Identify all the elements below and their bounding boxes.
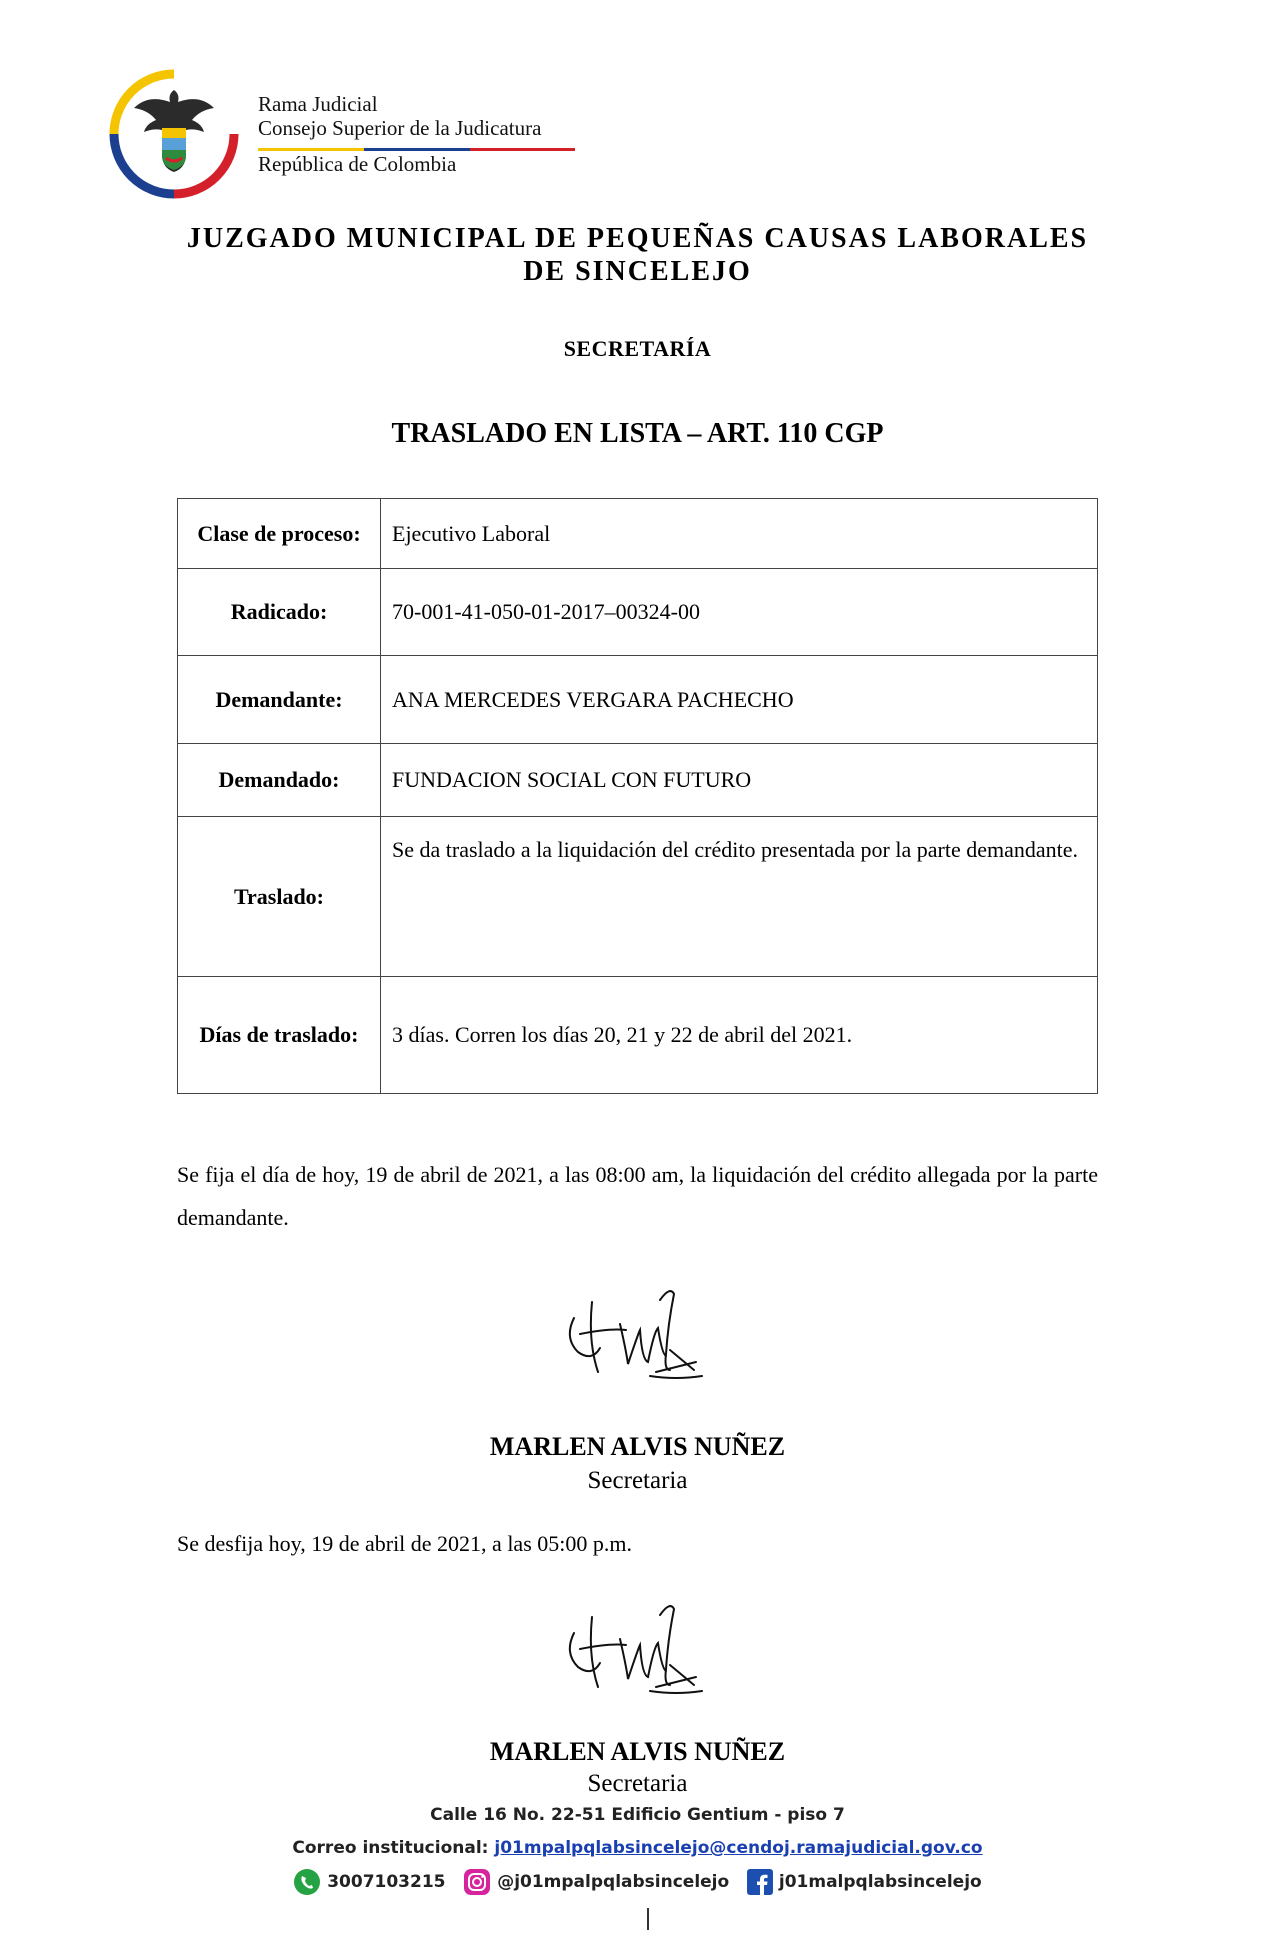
footer-email-link[interactable]: j01mpalpqlabsincelejo@cendoj.ramajudicial.gov.co	[494, 1838, 983, 1858]
court-title	[0, 222, 1275, 288]
footer-address: Calle 16 No. 22-51 Edificio Gentium - piso 7	[430, 1805, 845, 1825]
signer-name: MARLEN ALVIS NUÑEZ	[489, 1432, 786, 1461]
footer-instagram: @j01mpalpqlabsincelejo	[497, 1872, 730, 1892]
court-title-line1: JUZGADO MUNICIPAL DE PEQUEÑAS CAUSAS LABORALES	[186, 223, 1089, 254]
rama-judicial-logo	[108, 68, 240, 200]
table-row	[178, 499, 1098, 569]
court-title-line2: DE SINCELEJO	[523, 256, 752, 287]
whatsapp-icon	[293, 1868, 321, 1896]
row-value-traslado: Se da traslado a la liquidación del crédito presentada por la parte demandante.	[381, 817, 1098, 977]
row-value-clase: Ejecutivo Laboral	[381, 499, 1098, 569]
footer-whatsapp: 3007103215	[327, 1872, 446, 1892]
row-label-radicado: Radicado:	[178, 569, 381, 656]
table-row	[178, 744, 1098, 817]
handwritten-signature	[560, 1595, 710, 1705]
row-label-traslado: Traslado:	[178, 817, 381, 977]
table-row	[178, 569, 1098, 656]
signer-name: MARLEN ALVIS NUÑEZ	[489, 1737, 786, 1766]
row-value-demandante: ANA MERCEDES VERGARA PACHECHO	[381, 656, 1098, 744]
case-info-table	[177, 498, 1098, 1094]
section-heading: SECRETARÍA	[563, 336, 712, 361]
signer-role: Secretaria	[587, 1467, 688, 1494]
page-cursor-mark	[647, 1908, 649, 1930]
row-value-dias: 3 días. Corren los días 20, 21 y 22 de abril del 2021.	[381, 977, 1098, 1094]
table-row	[178, 977, 1098, 1094]
facebook-icon	[747, 1869, 773, 1895]
footer-email-line	[0, 1838, 1275, 1858]
row-label-demandante: Demandante:	[178, 656, 381, 744]
row-label-demandado: Demandado:	[178, 744, 381, 817]
header-line-republica: República de Colombia	[258, 152, 457, 176]
header-tricolor-rule	[258, 148, 575, 151]
table-row	[178, 817, 1098, 977]
document-heading: TRASLADO EN LISTA – ART. 110 CGP	[391, 418, 884, 449]
page-footer	[0, 1800, 1275, 1940]
row-label-dias: Días de traslado:	[178, 977, 381, 1094]
desfija-paragraph: Se desfija hoy, 19 de abril de 2021, a las 05:00 p.m.	[177, 1531, 632, 1556]
row-value-demandado: FUNDACION SOCIAL CON FUTURO	[381, 744, 1098, 817]
row-value-radicado: 70-001-41-050-01-2017–00324-00	[381, 569, 1098, 656]
signer-role: Secretaria	[587, 1770, 688, 1797]
row-label-clase: Clase de proceso:	[178, 499, 381, 569]
handwritten-signature	[560, 1280, 710, 1390]
footer-social-line	[0, 1868, 1275, 1896]
footer-facebook: j01malpqlabsincelejo	[778, 1872, 982, 1892]
instagram-icon	[463, 1868, 491, 1896]
header-line-consejo: Consejo Superior de la Judicatura	[258, 116, 542, 140]
header-line-rama: Rama Judicial	[258, 92, 378, 116]
footer-email-label: Correo institucional:	[292, 1838, 489, 1858]
fija-paragraph: Se fija el día de hoy, 19 de abril de 2021, a las 08:00 am, la liquidación del crédito allegada por la parte demandante.	[177, 1162, 1098, 1230]
table-row	[178, 656, 1098, 744]
